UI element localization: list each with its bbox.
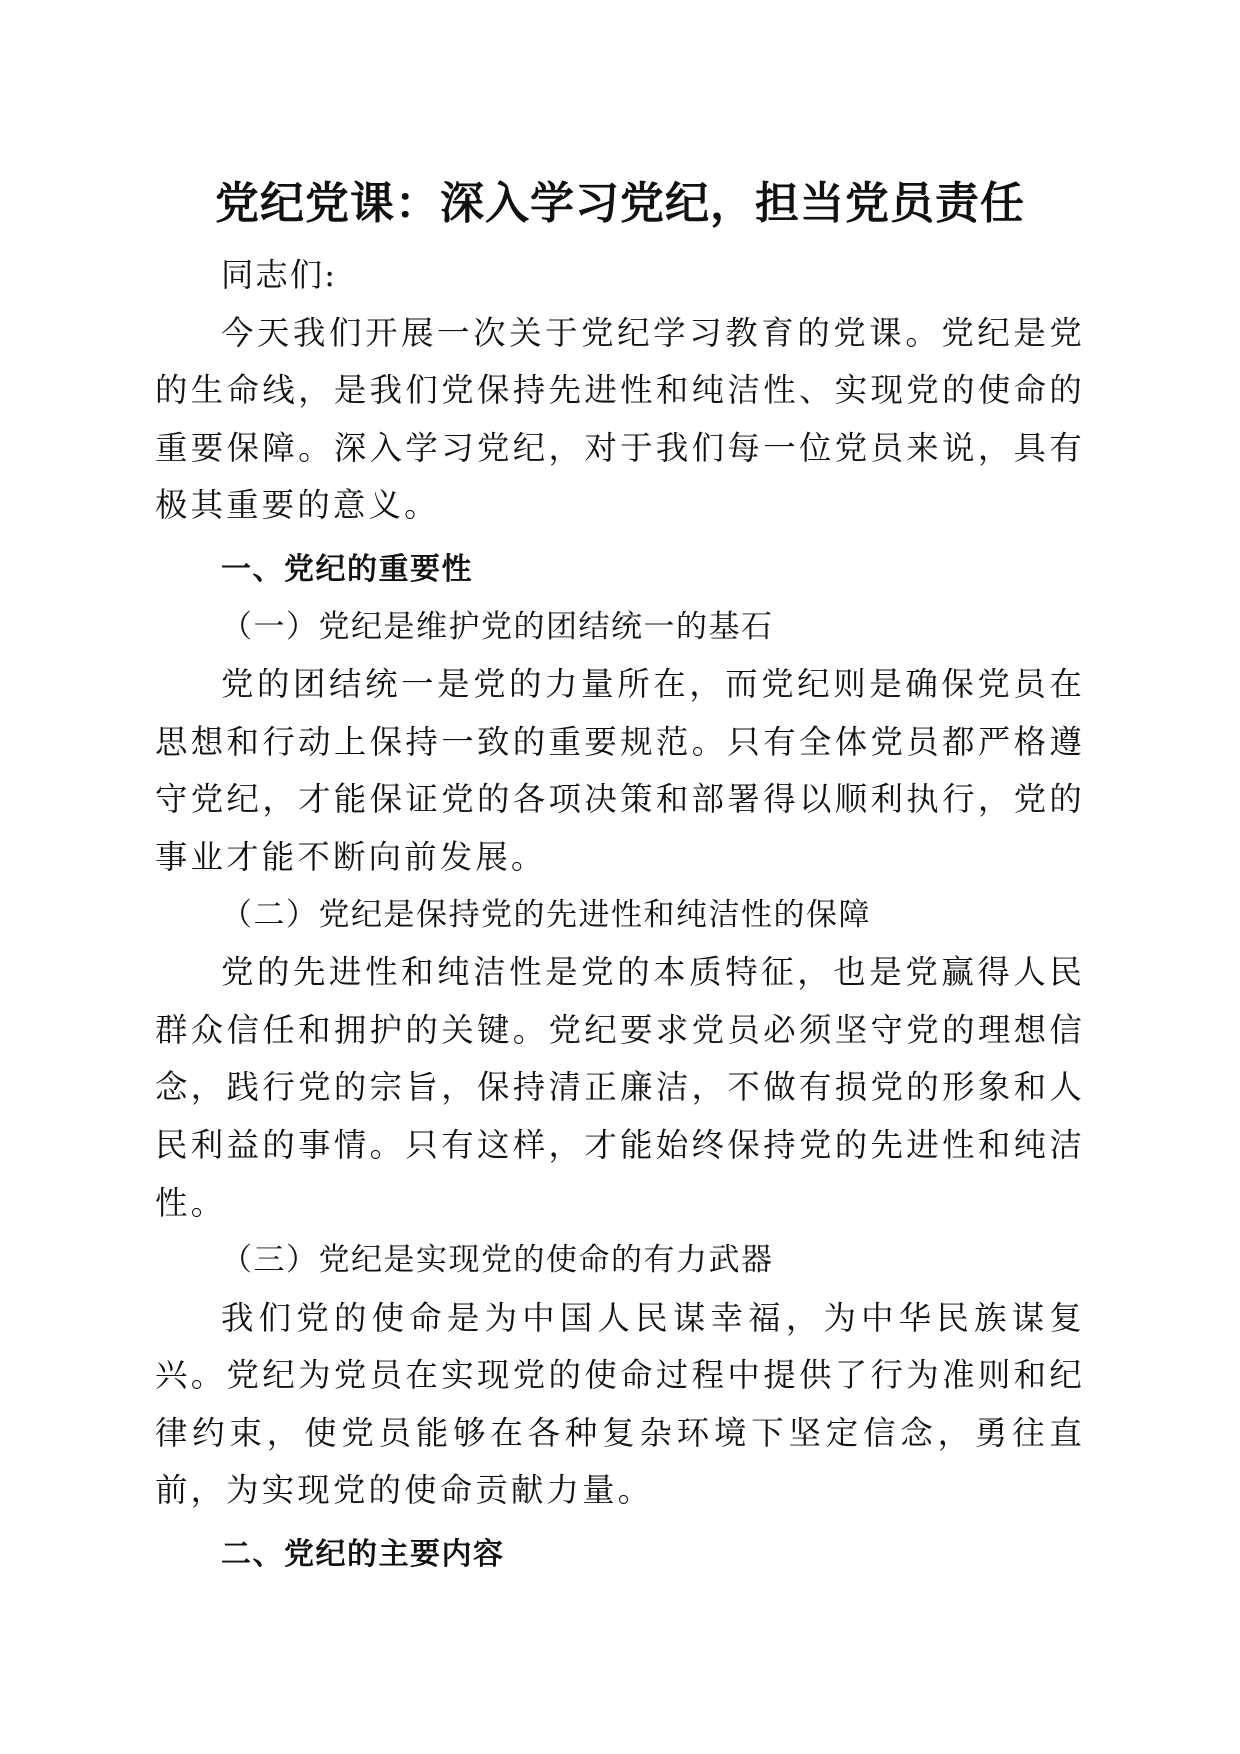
subsection-1-paragraph: 党的团结统一是党的力量所在，而党纪则是确保党员在思想和行动上保持一致的重要规范。只有全体党员都严格遵守党纪，才能保证党的各项决策和部署得以顺利执行，党的事业才能不断向前发展。 (155, 665, 1085, 876)
subsection-2-heading: （二）党纪是保持党的先进性和纯洁性的保障 (221, 896, 871, 933)
subsection-3-paragraph: 我们党的使命是为中国人民谋幸福，为中华民族谋复兴。党纪为党员在实现党的使命过程中提供了行为准则和纪律约束，使党员能够在各种复杂环境下坚定信念，勇往直前，为实现党的使命贡献力量。 (155, 1298, 1085, 1510)
subsection-3-heading: （三）党纪是实现党的使命的有力武器 (221, 1242, 774, 1279)
section-1-heading: 一、党纪的重要性 (221, 551, 473, 587)
document-body (155, 247, 1085, 1584)
section-2-heading: 二、党纪的主要内容 (221, 1537, 505, 1573)
subsection-1-heading: （一）党纪是维护党的团结统一的基石 (221, 608, 774, 645)
greeting: 同志们: (221, 256, 338, 294)
intro-paragraph: 今天我们开展一次关于党纪学习教育的党课。党纪是党的生命线，是我们党保持先进性和纯洁性、实现党的使命的重要保障。深入学习党纪，对于我们每一位党员来说，具有极其重要的意义。 (155, 313, 1085, 525)
subsection-2-paragraph: 党的先进性和纯洁性是党的本质特征，也是党赢得人民群众信任和拥护的关键。党纪要求党员必须坚守党的理想信念，践行党的宗旨，保持清正廉洁，不做有损党的形象和人民利益的事情。只有这样，才能始终保持党的先进性和纯洁性。 (155, 953, 1085, 1222)
document-title: 党纪党课：深入学习党纪，担当党员责任 (215, 178, 1025, 229)
